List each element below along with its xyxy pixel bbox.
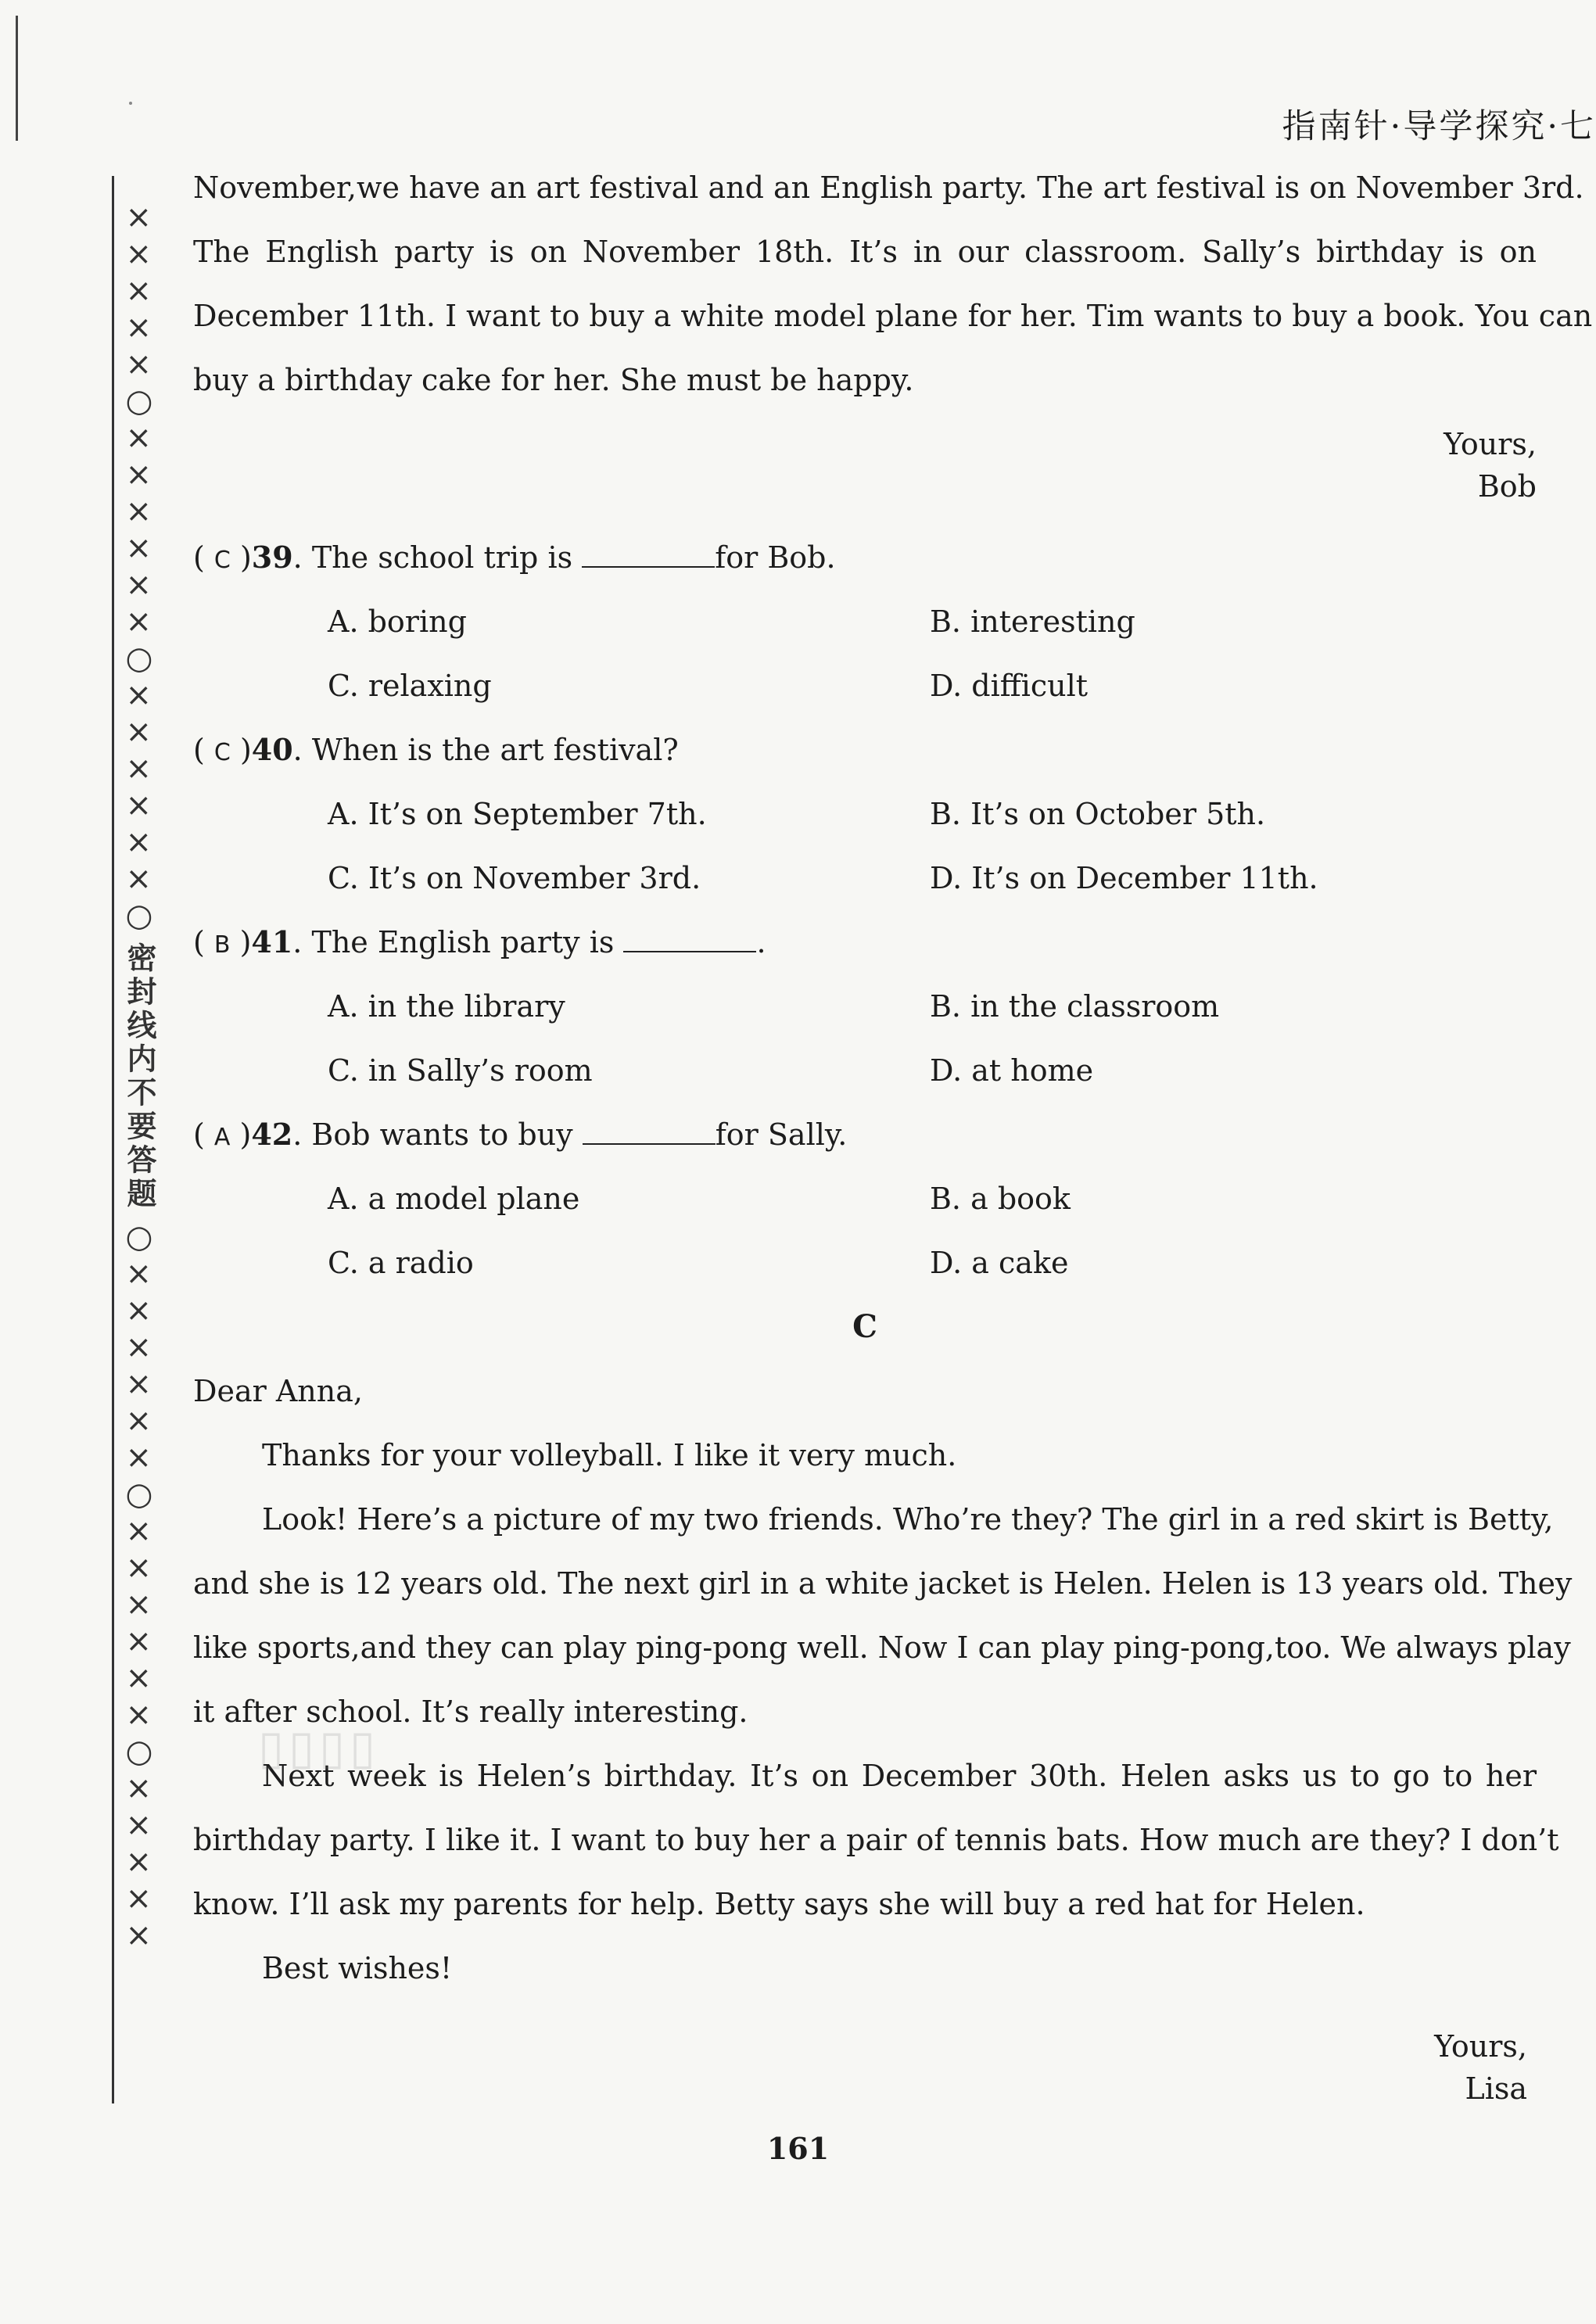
cross-mark-icon: × <box>125 1440 152 1476</box>
question-stem: When is the art festival? <box>311 733 679 767</box>
question-number: 39 <box>251 540 293 575</box>
cross-mark-icon: × <box>125 310 152 346</box>
dot-mark <box>129 102 132 105</box>
cross-mark-icon: × <box>125 1697 152 1733</box>
cross-mark-icon: × <box>125 824 152 860</box>
question-number: 40 <box>251 732 293 767</box>
question-stem: Bob wants to buy <box>311 1117 583 1152</box>
passage-line: it after school. It’s really interesting. <box>193 1695 748 1729</box>
cross-mark-icon: × <box>125 751 152 787</box>
cross-mark-icon: × <box>125 567 152 603</box>
question-stem: The school trip is <box>311 540 583 575</box>
letter-signature: Lisa <box>1465 2071 1527 2106</box>
passage-line: November,we have an art festival and an English party. The art festival is on November 3rd. <box>193 170 1584 205</box>
page-header: 指南针·导学探究·七 <box>1282 107 1596 146</box>
passage-line: like sports,and they can play ping-pong well. Now I can play ping-pong,too. We always play <box>193 1630 1571 1665</box>
option-c: C. relaxing <box>328 669 492 703</box>
cross-mark-icon: × <box>125 1366 152 1402</box>
answer-blank <box>583 1117 716 1145</box>
cross-mark-icon: × <box>125 1807 152 1843</box>
question-stem: The English party is <box>311 925 624 959</box>
cross-mark-icon: × <box>125 1329 152 1365</box>
cross-mark-icon: × <box>125 1623 152 1659</box>
cross-mark-icon: × <box>125 787 152 823</box>
circle-mark-icon: ○ <box>125 1734 153 1770</box>
cross-mark-icon: × <box>125 677 152 713</box>
option-b: B. a book <box>930 1182 1071 1216</box>
passage-line: December 11th. I want to buy a white model plane for her. Tim wants to buy a book. You can <box>193 299 1593 333</box>
passage-line: know. I’ll ask my parents for help. Betty says she will buy a red hat for Helen. <box>193 1887 1365 1921</box>
passage-line: The English party is on November 18th. It’s in our classroom. Sally’s birthday is on <box>193 235 1537 269</box>
corner-crop-mark <box>16 16 18 141</box>
letter-signature: Bob <box>1477 469 1537 504</box>
question-stem-end: for Sally. <box>715 1117 848 1152</box>
cross-mark-icon: × <box>125 861 152 897</box>
question-stem-end: for Bob. <box>715 540 836 575</box>
cross-mark-icon: × <box>125 1881 152 1917</box>
passage-line: Thanks for your volleyball. I like it very much. <box>262 1438 957 1472</box>
letter-closing: Yours, <box>1444 427 1537 461</box>
cross-mark-icon: × <box>125 714 152 750</box>
option-b: B. interesting <box>930 604 1135 639</box>
option-a: A. It’s on September 7th. <box>328 797 707 831</box>
answer-mark: B <box>213 931 231 959</box>
answer-mark: C <box>213 547 231 574</box>
section-label: C <box>852 1308 877 1345</box>
option-a: A. in the library <box>328 989 565 1024</box>
passage-line: Next week is Helen’s birthday. It’s on December 30th. Helen asks us to go to her <box>262 1759 1537 1793</box>
circle-mark-icon: ○ <box>125 1476 153 1512</box>
option-d: D. It’s on December 11th. <box>930 861 1318 895</box>
cross-mark-icon: × <box>125 530 152 566</box>
passage-line: and she is 12 years old. The next girl in a white jacket is Helen. Helen is 13 years old. They <box>193 1566 1573 1601</box>
option-c: C. It’s on November 3rd. <box>328 861 701 895</box>
cross-mark-icon: × <box>125 420 152 456</box>
question-number: 41 <box>251 924 293 959</box>
option-b: B. It’s on October 5th. <box>930 797 1266 831</box>
circle-mark-icon: ○ <box>125 1219 153 1255</box>
letter-closing: Yours, <box>1434 2029 1527 2064</box>
cross-mark-icon: × <box>125 1293 152 1329</box>
cross-mark-icon: × <box>125 1917 152 1953</box>
option-c: C. a radio <box>328 1246 474 1280</box>
option-c: C. in Sally’s room <box>328 1053 593 1088</box>
passage-line: buy a birthday cake for her. She must be happy. <box>193 363 914 397</box>
cross-mark-icon: × <box>125 1513 152 1549</box>
option-b: B. in the classroom <box>930 989 1220 1024</box>
passage-line: Look! Here’s a picture of my two friends. Who’re they? The girl in a red skirt is Betty, <box>262 1502 1554 1537</box>
watermark-graphic: ▯▯▯▯ <box>258 1720 381 1775</box>
binding-margin <box>117 199 161 2064</box>
cross-mark-icon: × <box>125 1770 152 1806</box>
cross-mark-icon: × <box>125 493 152 529</box>
question-41: ( B )41. The English party is . <box>193 924 766 959</box>
answer-mark: C <box>213 739 231 766</box>
cross-mark-icon: × <box>125 236 152 272</box>
passage-line: birthday party. I like it. I want to buy her a pair of tennis bats. How much are they? I don’t <box>193 1823 1559 1857</box>
cross-mark-icon: × <box>125 604 152 640</box>
question-number: 42 <box>251 1117 293 1152</box>
question-42: ( A )42. Bob wants to buy for Sally. <box>193 1117 848 1152</box>
cross-mark-icon: × <box>125 199 152 235</box>
cross-mark-icon: × <box>125 346 152 382</box>
margin-symbols-top <box>126 199 153 934</box>
letter-greeting: Dear Anna, <box>193 1374 363 1408</box>
question-40: ( C )40. When is the art festival? <box>193 732 679 767</box>
option-a: A. boring <box>328 604 467 639</box>
question-39: ( C )39. The school trip is for Bob. <box>193 540 836 575</box>
margin-warning-text: 密封线内不要答题 <box>122 942 156 1211</box>
binding-line <box>112 176 114 2103</box>
cross-mark-icon: × <box>125 1844 152 1880</box>
answer-mark: A <box>213 1124 231 1151</box>
cross-mark-icon: × <box>125 273 152 309</box>
circle-mark-icon: ○ <box>125 640 153 676</box>
answer-blank <box>582 540 715 568</box>
answer-blank <box>623 924 756 952</box>
cross-mark-icon: × <box>125 1403 152 1439</box>
cross-mark-icon: × <box>125 1587 152 1623</box>
option-d: D. a cake <box>930 1246 1069 1280</box>
cross-mark-icon: × <box>125 1256 152 1292</box>
circle-mark-icon: ○ <box>125 898 153 934</box>
option-d: D. at home <box>930 1053 1094 1088</box>
margin-symbols-bottom <box>126 1219 153 1954</box>
option-a: A. a model plane <box>328 1182 580 1216</box>
letter-best-wishes: Best wishes! <box>262 1951 453 1985</box>
question-stem-end: . <box>756 925 766 959</box>
cross-mark-icon: × <box>125 457 152 493</box>
circle-mark-icon: ○ <box>125 383 153 419</box>
page-number: 161 <box>766 2131 830 2166</box>
cross-mark-icon: × <box>125 1550 152 1586</box>
cross-mark-icon: × <box>125 1660 152 1696</box>
option-d: D. difficult <box>930 669 1089 703</box>
